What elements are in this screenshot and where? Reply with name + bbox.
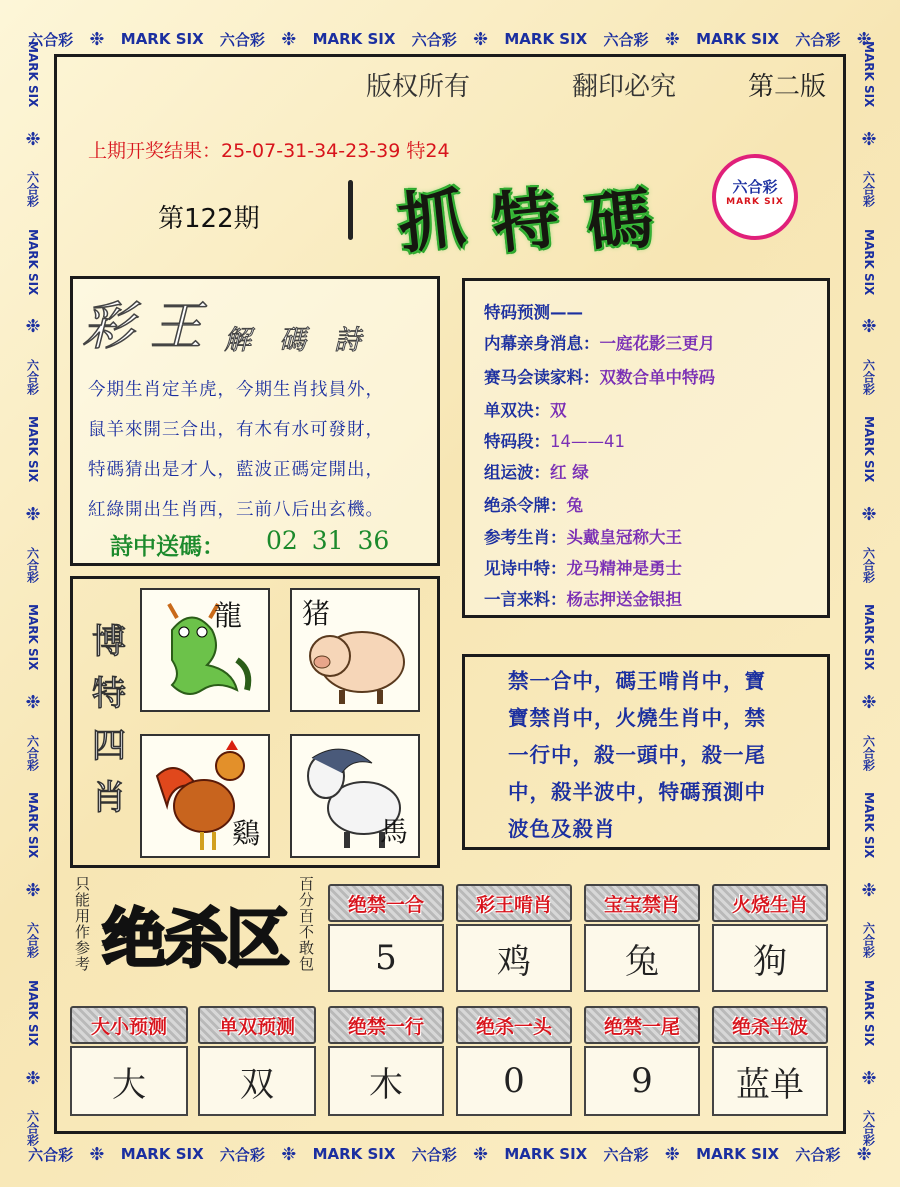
poem-line: 紅綠開出生肖西，三前八后出玄機。: [88, 500, 384, 520]
note-line: 中，殺半波中，特碼預測中: [508, 780, 766, 804]
brand-en: MARK SIX: [26, 40, 40, 108]
cell-head: 宝宝禁肖: [584, 884, 700, 922]
frame-bottom-strip: [20, 1137, 880, 1171]
gift-label: 詩中送碼：: [110, 533, 225, 560]
brand-cn: 六合彩: [219, 30, 265, 49]
pred-row: [484, 397, 567, 421]
brand-cn: 六合彩: [861, 358, 876, 395]
brand-en: MARK SIX: [862, 792, 876, 859]
logo-en: MARK SIX: [726, 197, 784, 207]
brand-cn: 六合彩: [411, 30, 457, 49]
kill-zone-title: 绝杀区: [102, 903, 288, 977]
note-line: 寶禁肖中，火燒生肖中，禁: [508, 706, 766, 730]
brand-cn: 六合彩: [28, 1145, 74, 1164]
gift-numbers: 02 31 36: [266, 526, 390, 555]
cell-head: 绝杀半波: [712, 1006, 828, 1044]
cell-value: 大: [70, 1046, 188, 1116]
pred-value: 兔: [566, 496, 583, 515]
pred-label: 绝杀令牌：: [484, 496, 567, 515]
brand-cn: 六合彩: [795, 1145, 841, 1164]
pred-label: 单双决：: [484, 401, 550, 420]
brand-cn: 六合彩: [25, 922, 40, 959]
cell-value: 木: [328, 1046, 444, 1116]
pred-value: 杨志押送金银担: [566, 590, 682, 609]
page-title: [394, 168, 680, 264]
flower-icon: ❉: [856, 28, 872, 50]
brand-cn: 六合彩: [25, 734, 40, 771]
flower-icon: ❉: [281, 1143, 297, 1165]
brand-cn: 六合彩: [25, 358, 40, 395]
brand-cn: 六合彩: [861, 1110, 876, 1147]
brand-en: MARK SIX: [26, 979, 40, 1047]
poem-title-small: 解碼詩: [224, 325, 389, 356]
bote-char: 肖: [92, 778, 126, 818]
zodiac-pig: [290, 588, 420, 712]
pred-label: 内幕亲身消息：: [484, 334, 600, 353]
flower-icon: ❉: [664, 1143, 680, 1165]
cell-value: 5: [328, 924, 444, 992]
zodiac-name: 猪: [302, 597, 331, 630]
predictions-heading: 特码预测——: [484, 303, 583, 322]
zodiac-rooster: [140, 734, 270, 858]
pred-label: 一言来料：: [484, 590, 567, 609]
frame-right-strip: [852, 30, 886, 1157]
brand-en: MARK SIX: [862, 40, 876, 108]
brand-cn: 六合彩: [795, 30, 841, 49]
poem-title-big: 彩王: [82, 297, 219, 357]
last-result: 上期开奖结果：25-07-31-34-23-39 特24: [88, 140, 450, 162]
poem-line: 特碼猜出是才人，藍波正碼定開出，: [88, 460, 384, 480]
pred-row: [484, 586, 682, 610]
pred-label: 见诗中特：: [484, 559, 567, 578]
flower-icon: ❉: [473, 28, 489, 50]
cell-head: 绝禁一合: [328, 884, 444, 922]
cell-value: 鸡: [456, 924, 572, 992]
cell-value: 0: [456, 1046, 572, 1116]
flower-icon: ❉: [858, 879, 880, 901]
brand-cn: 六合彩: [28, 30, 74, 49]
pred-value: 14——41: [550, 432, 625, 451]
brand-en: MARK SIX: [862, 416, 876, 483]
brand-cn: 六合彩: [603, 30, 649, 49]
brand-cn: 六合彩: [861, 171, 876, 208]
note-line: 波色及殺肖: [508, 817, 616, 841]
pred-label: 赛马会读家料：: [484, 368, 600, 387]
brand-en: MARK SIX: [26, 792, 40, 859]
brand-en: MARK SIX: [504, 30, 588, 48]
brand-cn: 六合彩: [25, 1110, 40, 1147]
pred-row: [484, 428, 625, 452]
brand-en: MARK SIX: [312, 1145, 396, 1163]
brand-en: MARK SIX: [312, 30, 396, 48]
note-line: 一行中，殺一頭中，殺一尾: [508, 743, 766, 767]
brand-en: MARK SIX: [862, 604, 876, 671]
pred-value: 双: [550, 401, 567, 420]
brand-en: MARK SIX: [504, 1145, 588, 1163]
flower-icon: ❉: [664, 28, 680, 50]
cell-value: 双: [198, 1046, 316, 1116]
flower-icon: ❉: [89, 28, 105, 50]
edition-text: 第二版: [748, 72, 827, 102]
cell-value: 蓝单: [712, 1046, 828, 1116]
cell-head: 火烧生肖: [712, 884, 828, 922]
dragon-icon: [142, 590, 268, 710]
reference-note: 只能用作参考: [73, 876, 91, 972]
disclaimer-note: 百分百不敢包: [297, 876, 315, 972]
bote-char: 特: [92, 674, 126, 714]
flower-icon: ❉: [858, 692, 880, 713]
flower-icon: ❉: [858, 1067, 880, 1089]
brand-cn: 六合彩: [861, 546, 876, 583]
pred-value: 一庭花影三更月: [599, 334, 715, 353]
brand-en: MARK SIX: [862, 228, 876, 295]
divider-stroke: [348, 180, 353, 240]
brand-en: MARK SIX: [696, 30, 780, 48]
marksix-logo: [712, 154, 798, 240]
cell-head: 大小预测: [70, 1006, 188, 1044]
flower-icon: ❉: [281, 28, 297, 50]
flower-icon: ❉: [89, 1143, 105, 1165]
flower-icon: ❉: [22, 128, 44, 150]
frame-top-strip: [20, 22, 880, 56]
brand-en: MARK SIX: [696, 1145, 780, 1163]
cell-head: 绝杀一头: [456, 1006, 572, 1044]
title-char-3: 碼: [582, 178, 657, 264]
pred-row: [484, 555, 682, 579]
brand-en: MARK SIX: [26, 604, 40, 671]
flower-icon: ❉: [858, 316, 880, 338]
brand-en: MARK SIX: [26, 228, 40, 295]
brand-en: MARK SIX: [862, 979, 876, 1047]
pred-row: [484, 364, 715, 388]
zodiac-name: 鷄: [231, 817, 260, 850]
brand-en: MARK SIX: [120, 30, 204, 48]
flower-icon: ❉: [22, 504, 44, 526]
logo-cn: 六合彩: [732, 178, 778, 196]
pred-label: 特码段：: [484, 432, 550, 451]
zodiac-horse: [290, 734, 420, 858]
flower-icon: ❉: [473, 1143, 489, 1165]
flower-icon: ❉: [22, 316, 44, 338]
frame-left-strip: [16, 30, 50, 1157]
brand-cn: 六合彩: [411, 1145, 457, 1164]
poem-line: 鼠羊來開三合出，有木有水可發財，: [88, 420, 384, 440]
bote-char: 四: [92, 726, 126, 766]
flower-icon: ❉: [858, 128, 880, 150]
flower-icon: ❉: [858, 504, 880, 526]
cell-head: 彩王啃肖: [456, 884, 572, 922]
pred-row: [484, 492, 583, 516]
pred-row: [484, 459, 589, 483]
title-char-1: 抓: [394, 178, 469, 264]
zodiac-dragon: [140, 588, 270, 712]
pred-value: 头戴皇冠称大王: [566, 528, 682, 547]
brand-cn: 六合彩: [861, 922, 876, 959]
pred-value: 双数合单中特码: [599, 368, 715, 387]
flower-icon: ❉: [22, 1067, 44, 1089]
flower-icon: ❉: [22, 879, 44, 901]
cell-value: 9: [584, 1046, 700, 1116]
pred-label: 组运波：: [484, 463, 550, 482]
flower-icon: ❉: [856, 1143, 872, 1165]
pred-value: 红 绿: [550, 463, 589, 482]
copyright-text: 版权所有: [366, 72, 471, 102]
pred-label: 参考生肖：: [484, 528, 567, 547]
pred-value: 龙马精神是勇士: [566, 559, 682, 578]
no-reprint-text: 翻印必究: [572, 72, 677, 102]
brand-cn: 六合彩: [219, 1145, 265, 1164]
brand-cn: 六合彩: [25, 546, 40, 583]
issue-number: 第122期: [158, 204, 260, 234]
bote-char: 博: [92, 622, 126, 662]
pred-row: [484, 330, 715, 354]
cell-head: 单双预测: [198, 1006, 316, 1044]
bote-label: [86, 616, 132, 824]
note-line: 禁一合中，碼王啃肖中，寶: [508, 669, 766, 693]
brand-cn: 六合彩: [603, 1145, 649, 1164]
cell-head: 绝禁一尾: [584, 1006, 700, 1044]
zodiac-name: 龍: [213, 599, 242, 632]
poem-line: 今期生肖定羊虎，今期生肖找員外，: [88, 380, 384, 400]
title-char-2: 特: [488, 178, 563, 264]
brand-en: MARK SIX: [26, 416, 40, 483]
cell-value: 兔: [584, 924, 700, 992]
pred-row: [484, 524, 682, 548]
zodiac-name: 馬: [379, 815, 408, 848]
flower-icon: ❉: [22, 692, 44, 713]
brand-cn: 六合彩: [25, 171, 40, 208]
cell-value: 狗: [712, 924, 828, 992]
brand-en: MARK SIX: [120, 1145, 204, 1163]
cell-head: 绝禁一行: [328, 1006, 444, 1044]
brand-cn: 六合彩: [861, 734, 876, 771]
